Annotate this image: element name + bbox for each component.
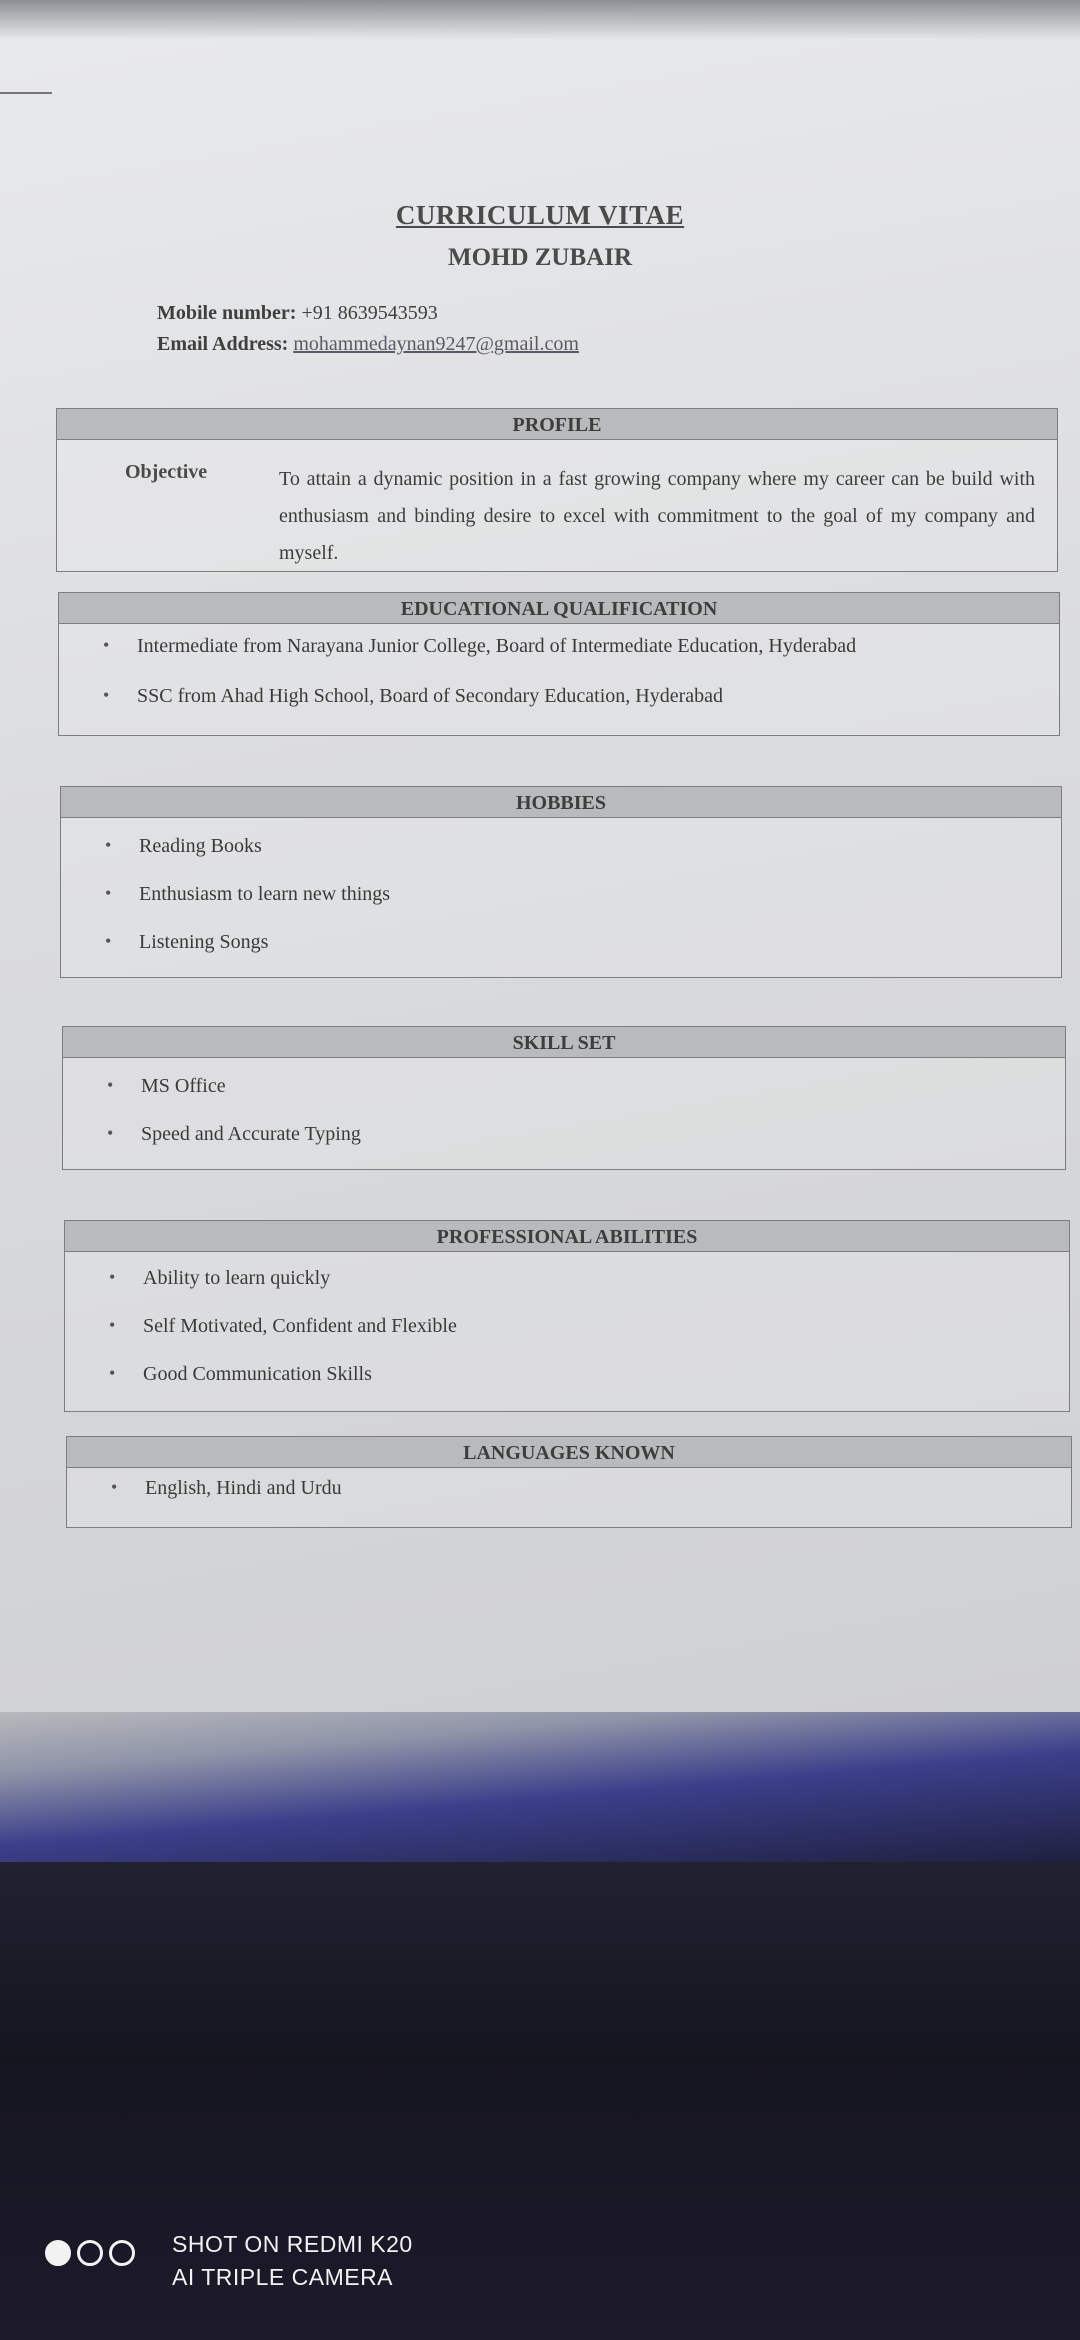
hobbies-heading: HOBBIES	[61, 787, 1061, 818]
abilities-heading: PROFESSIONAL ABILITIES	[65, 1221, 1069, 1252]
hobby-item: • Enthusiasm to learn new things	[61, 883, 390, 906]
page-shadow	[0, 0, 1080, 40]
candidate-name: MOHD ZUBAIR	[447, 244, 633, 271]
profile-heading: PROFILE	[57, 409, 1057, 440]
ability-item: • Self Motivated, Confident and Flexible	[65, 1315, 457, 1338]
language-item: • English, Hindi and Urdu	[67, 1477, 342, 1500]
dot-icon	[77, 2240, 103, 2266]
education-section	[58, 592, 1060, 736]
ability-item: • Good Communication Skills	[65, 1363, 372, 1386]
background-strip	[0, 1712, 1080, 1862]
watermark-line2: AI TRIPLE CAMERA	[172, 2264, 394, 2290]
watermark-text	[172, 2228, 572, 2294]
cv-title-text: CURRICULUM VITAE	[395, 200, 685, 230]
objective-label: Objective	[125, 461, 208, 483]
skills-heading: SKILL SET	[63, 1027, 1065, 1058]
email-label: Email Address:	[157, 333, 289, 355]
cv-title	[0, 200, 1080, 231]
abilities-section	[64, 1220, 1070, 1412]
objective-text: To attain a dynamic position in a fast growing company where my career can be build with enthusiasm and binding desire to excel with commitment to the goal of my company and myself.	[279, 468, 1035, 564]
education-item: • SSC from Ahad High School, Board of Secondary Education, Hyderabad	[59, 685, 723, 708]
mobile-line	[157, 302, 438, 325]
hobby-item: • Listening Songs	[61, 931, 268, 954]
languages-section	[66, 1436, 1072, 1528]
hobbies-section	[60, 786, 1062, 978]
mobile-value: +91 8639543593	[301, 302, 438, 324]
education-item: • Intermediate from Narayana Junior College, Board of Intermediate Education, Hyderabad	[59, 635, 856, 658]
watermark-line1: SHOT ON REDMI K20	[172, 2231, 413, 2257]
corner-mark	[0, 92, 52, 94]
languages-heading: LANGUAGES KNOWN	[67, 1437, 1071, 1468]
dot-icon	[109, 2240, 135, 2266]
email-line	[157, 333, 579, 356]
education-heading: EDUCATIONAL QUALIFICATION	[59, 593, 1059, 624]
mobile-label: Mobile number:	[157, 302, 297, 324]
profile-section	[56, 408, 1058, 572]
watermark-dots-icon	[45, 2240, 135, 2266]
skill-item: • Speed and Accurate Typing	[63, 1123, 361, 1146]
hobby-item: • Reading Books	[61, 835, 262, 858]
skills-section	[62, 1026, 1066, 1170]
dot-icon	[45, 2240, 71, 2266]
ability-item: • Ability to learn quickly	[65, 1267, 330, 1290]
skill-item: • MS Office	[63, 1075, 226, 1098]
email-link[interactable]: mohammedaynan9247@gmail.com	[293, 333, 579, 355]
